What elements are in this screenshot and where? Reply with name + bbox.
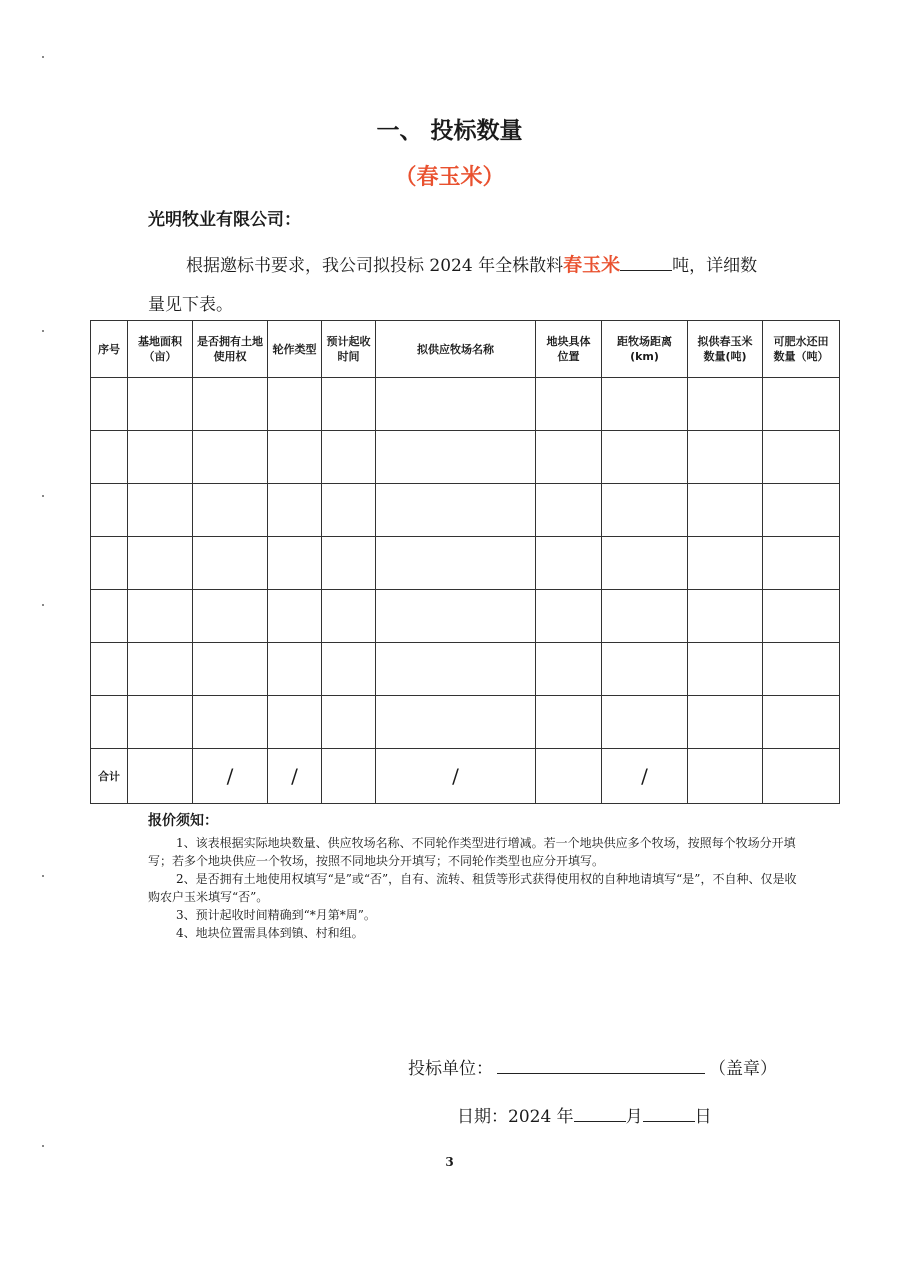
table-cell[interactable] [376,431,536,484]
table-cell[interactable] [376,537,536,590]
total-cell[interactable]: / [376,749,536,804]
table-cell[interactable] [128,484,193,537]
table-cell[interactable] [763,431,840,484]
total-label: 合计 [91,749,128,804]
note-item: 1、该表根据实际地块数量、供应牧场名称、不同轮作类型进行增减。若一个地块供应多个牧场，按照每个牧场分开填写；若多个地块供应一个牧场，按照不同地块分开填写；不同轮作类型也应分开填写。 [148,836,796,868]
table-cell[interactable] [536,431,602,484]
table-cell[interactable] [193,537,268,590]
column-header: 拟供应牧场名称 [376,321,536,378]
table-cell[interactable] [763,696,840,749]
table-row [91,378,840,431]
table-cell[interactable] [322,590,376,643]
margin-dot [42,495,44,497]
total-cell[interactable] [688,749,763,804]
table-cell[interactable] [193,696,268,749]
table-cell[interactable] [688,696,763,749]
table-cell[interactable] [91,537,128,590]
table-cell[interactable] [268,590,322,643]
day-label: 日 [694,1107,712,1127]
table-row [91,537,840,590]
table-cell[interactable] [322,537,376,590]
table-cell[interactable] [128,378,193,431]
table-cell[interactable] [193,590,268,643]
table-cell[interactable] [763,378,840,431]
margin-dot [42,604,44,606]
table-row [91,696,840,749]
table-cell[interactable] [128,431,193,484]
table-cell[interactable] [602,484,688,537]
tonnage-blank[interactable] [620,256,672,271]
total-cell[interactable] [322,749,376,804]
table-row [91,643,840,696]
date-prefix: 日期：2024 年 [457,1107,574,1127]
intro-text-after: 吨，详细数 [672,256,758,276]
table-row [91,590,840,643]
table-row [91,431,840,484]
column-header: 是否拥有土地 使用权 [193,321,268,378]
table-cell[interactable] [128,590,193,643]
table-cell[interactable] [193,431,268,484]
month-label: 月 [625,1107,643,1127]
bid-quantity-table [90,320,840,804]
table-cell[interactable] [536,537,602,590]
date-line [457,1102,712,1127]
month-blank[interactable] [574,1107,626,1122]
table-cell[interactable] [376,590,536,643]
column-header: 基地面积 （亩） [128,321,193,378]
seal-label: （盖章） [709,1059,777,1079]
table-cell[interactable] [268,696,322,749]
bidder-signature [408,1054,777,1079]
table-cell[interactable] [602,431,688,484]
table-cell[interactable] [536,484,602,537]
day-blank[interactable] [643,1107,695,1122]
table-cell[interactable] [688,484,763,537]
column-header: 拟供春玉米 数量(吨) [688,321,763,378]
table-cell[interactable] [91,643,128,696]
bidder-label: 投标单位： [408,1059,493,1079]
total-cell[interactable] [536,749,602,804]
column-header: 序号 [91,321,128,378]
table-cell[interactable] [376,378,536,431]
table-cell[interactable] [322,696,376,749]
table-cell[interactable] [602,590,688,643]
column-header: 距牧场距离 (km) [602,321,688,378]
margin-dot [42,330,44,332]
table-cell[interactable] [602,696,688,749]
table-cell[interactable] [688,378,763,431]
table-cell[interactable] [602,378,688,431]
margin-dot [42,1145,44,1147]
table-cell[interactable] [376,484,536,537]
table-cell[interactable] [91,696,128,749]
intro-paragraph-line2: 量见下表。 [148,295,233,315]
table-cell[interactable] [322,484,376,537]
table-cell[interactable] [193,643,268,696]
pricing-notes [148,810,798,942]
table-cell[interactable] [193,484,268,537]
table-cell[interactable] [268,484,322,537]
table-cell[interactable] [376,643,536,696]
margin-dot [42,875,44,877]
notes-title: 报价须知： [148,813,218,829]
table-cell[interactable] [688,643,763,696]
table-cell[interactable] [91,484,128,537]
note-item: 3、预计起收时间精确到“*月第*周”。 [176,908,376,922]
table-cell[interactable] [763,643,840,696]
table-cell[interactable] [193,378,268,431]
table-cell[interactable] [688,537,763,590]
total-cell[interactable]: / [193,749,268,804]
column-header: 预计起收 时间 [322,321,376,378]
table-cell[interactable] [763,590,840,643]
table-cell[interactable] [128,696,193,749]
table-cell[interactable] [688,590,763,643]
total-cell[interactable] [128,749,193,804]
addressee: 光明牧业有限公司： [148,210,301,230]
intro-highlight: 春玉米 [563,254,621,276]
table-cell[interactable] [536,378,602,431]
table-cell[interactable] [322,643,376,696]
table-cell[interactable] [536,696,602,749]
page-subtitle: （春玉米） [394,165,505,190]
table-cell[interactable] [763,484,840,537]
table-cell[interactable] [268,643,322,696]
table-cell[interactable] [268,431,322,484]
total-cell[interactable]: / [602,749,688,804]
table-cell[interactable] [536,590,602,643]
table-cell[interactable] [268,537,322,590]
table-cell[interactable] [536,643,602,696]
table-cell[interactable] [763,537,840,590]
margin-dot [42,56,44,58]
table-cell[interactable] [91,590,128,643]
table-cell[interactable] [376,696,536,749]
table-cell[interactable] [602,643,688,696]
table-cell[interactable] [128,643,193,696]
table-cell[interactable] [322,431,376,484]
table-cell[interactable] [128,537,193,590]
column-header: 地块具体 位置 [536,321,602,378]
column-header: 轮作类型 [268,321,322,378]
bidder-blank[interactable] [497,1059,705,1074]
total-cell[interactable] [763,749,840,804]
note-item: 4、地块位置需具体到镇、村和组。 [176,926,364,940]
column-header: 可肥水还田 数量（吨） [763,321,840,378]
total-cell[interactable]: / [268,749,322,804]
table-cell[interactable] [322,378,376,431]
table-cell[interactable] [688,431,763,484]
table-header-row [91,321,840,378]
table-row [91,484,840,537]
page-number: 3 [445,1155,454,1169]
note-item: 2、是否拥有土地使用权填写“是”或“否”，自有、流转、租赁等形式获得使用权的自种地请填写“是”，不自种、仅是收购农户玉米填写“否”。 [148,872,797,904]
intro-paragraph [186,250,757,277]
total-row [91,749,840,804]
intro-text-before: 根据邀标书要求，我公司拟投标 2024 年全株散料 [186,256,564,276]
table-cell[interactable] [268,378,322,431]
page-title: 一、 投标数量 [376,118,523,144]
table-cell[interactable] [602,537,688,590]
table-cell[interactable] [91,378,128,431]
table-cell[interactable] [91,431,128,484]
